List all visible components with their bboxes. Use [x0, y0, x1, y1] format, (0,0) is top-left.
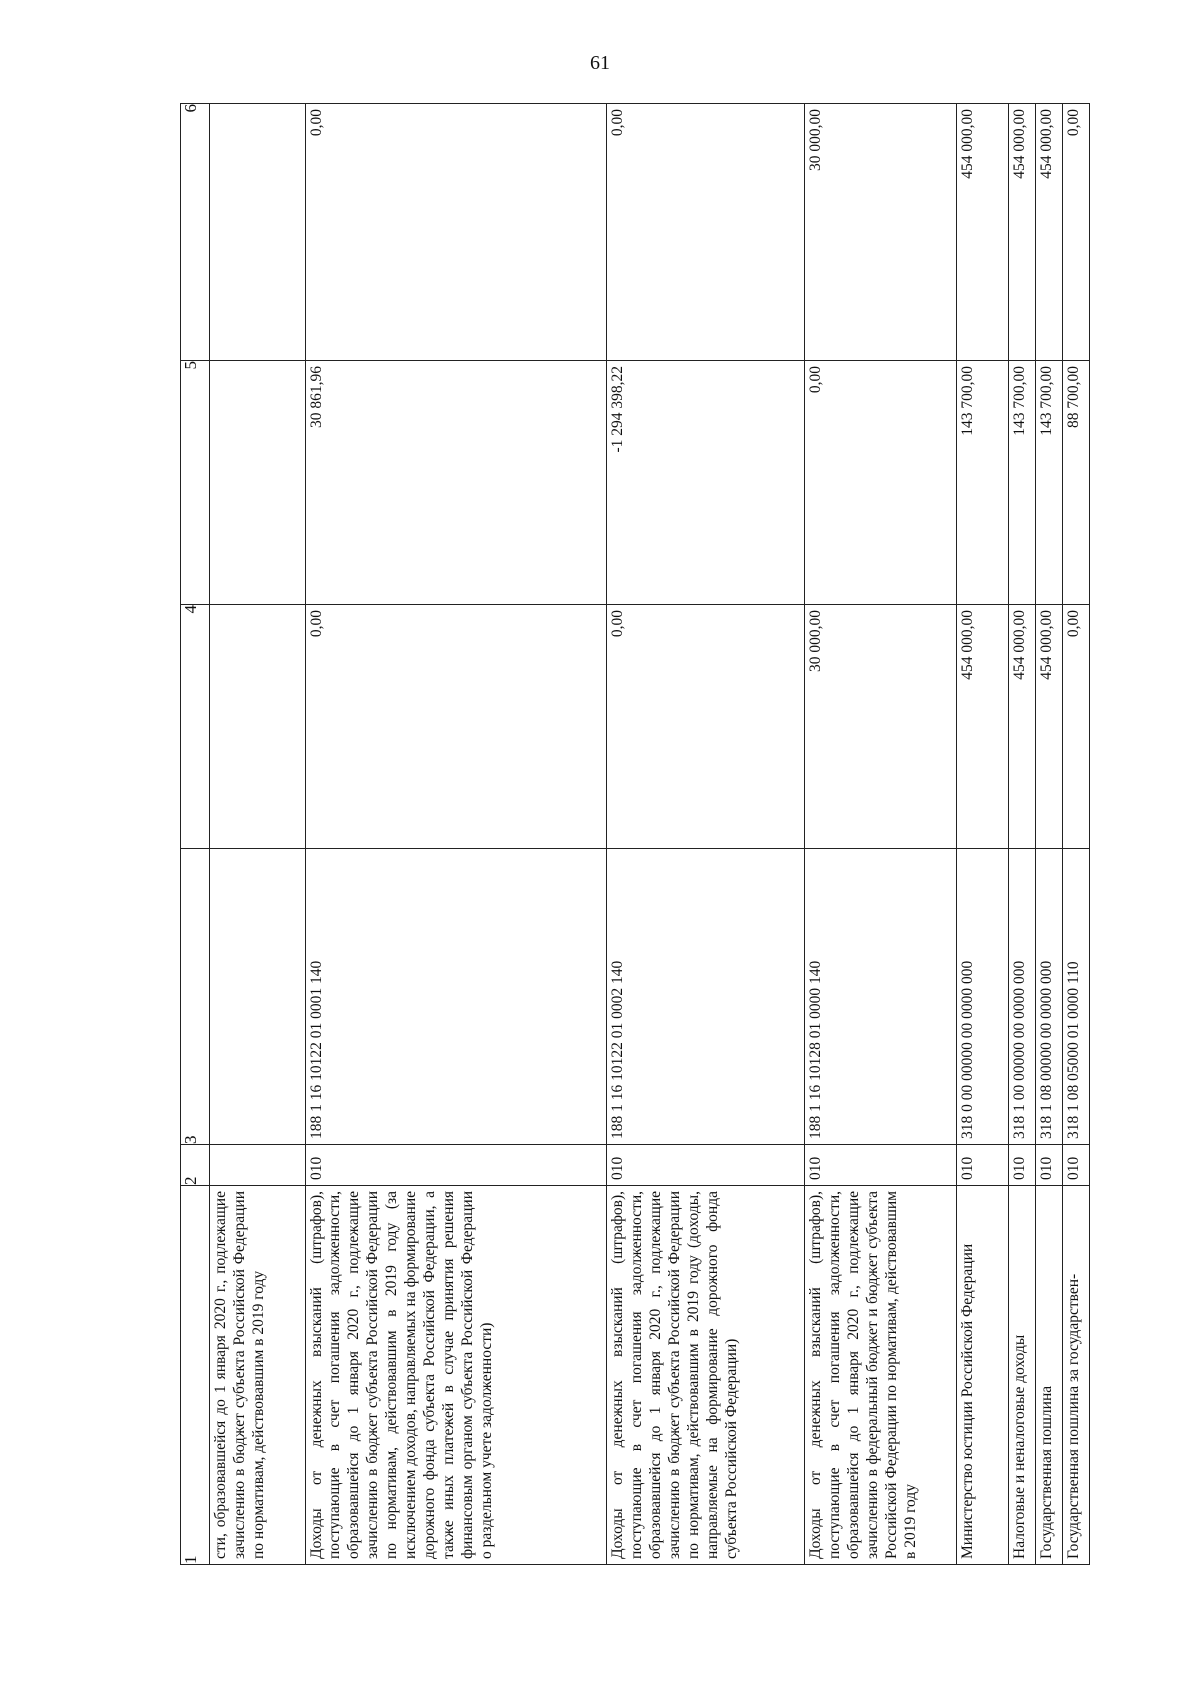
page-number: 61: [590, 52, 610, 74]
header-col-6: 6: [181, 104, 210, 361]
row-value-6: 30 000,00: [805, 104, 957, 361]
row-value-5: -1 294 398,22: [607, 361, 805, 605]
row-kbk: 318 1 08 05000 01 0000 110: [1062, 849, 1089, 1145]
row-kbk: [210, 849, 306, 1145]
header-col-4: 4: [181, 605, 210, 849]
table-row: [805, 104, 957, 1565]
row-value-5: 143 700,00: [957, 361, 1008, 605]
row-kbk: 188 1 16 10122 01 0001 140: [305, 849, 607, 1145]
row-value-5: 143 700,00: [1008, 361, 1035, 605]
row-name: Налоговые и неналоговые доходы: [1008, 1186, 1035, 1565]
header-col-1: 1: [181, 1186, 210, 1565]
row-value-6: 0,00: [1062, 104, 1089, 361]
row-name: Доходы от денежных взысканий (штрафов), поступающие в счет погашения задолженности, образовавшейся до 1 января 2020 г., подлежащие зачислению в бюджет субъекта Российской Федерации по нормативам, действовавшим в 2019 году (за исключением доходов, направляемых на формирование дорожного фонда субъекта Российской Федерации, а также иных платежей в случае принятия решения финансовым органом субъекта Российской Федерации о раздельном учете задолженности): [305, 1186, 607, 1565]
table-row: [607, 104, 805, 1565]
row-value-4: 30 000,00: [805, 605, 957, 849]
row-value-4: 0,00: [607, 605, 805, 849]
row-value-4: 454 000,00: [1008, 605, 1035, 849]
row-code: 010: [1062, 1145, 1089, 1186]
row-kbk: 188 1 16 10122 01 0002 140: [607, 849, 805, 1145]
header-col-5: 5: [181, 361, 210, 605]
row-name: Государственная пошлина за государствен-: [1062, 1186, 1089, 1565]
row-value-5: [210, 361, 306, 605]
header-row: [181, 104, 210, 1565]
row-value-6: 0,00: [607, 104, 805, 361]
table-row: [1008, 104, 1035, 1565]
row-value-4: 0,00: [1062, 605, 1089, 849]
table-row: [1062, 104, 1089, 1565]
row-code: [210, 1145, 306, 1186]
row-kbk: 318 0 00 00000 00 0000 000: [957, 849, 1008, 1145]
row-name: Доходы от денежных взысканий (штрафов), поступающие в счет погашения задолженности, образовавшейся до 1 января 2020 г., подлежащие зачислению в федеральный бюджет и бюджет субъекта Российской Федерации по нормативам, действовавшим в 2019 году: [805, 1186, 957, 1565]
row-code: 010: [305, 1145, 607, 1186]
table-row: [1035, 104, 1062, 1565]
row-name: Доходы от денежных взысканий (штрафов), поступающие в счет погашения задолженности, образовавшейся до 1 января 2020 г., подлежащие зачислению в бюджет субъекта Российской Федерации по нормативам, действовавшим в 2019 году (доходы, направляемые на формирование дорожного фонда субъекта Российской Федерации): [607, 1186, 805, 1565]
row-value-6: 454 000,00: [1008, 104, 1035, 361]
row-name: сти, образовавшейся до 1 января 2020 г., подлежащие зачислению в бюджет субъекта Российской Федерации по нормативам, действовавшим в 2019 году: [210, 1186, 306, 1565]
row-code: 010: [1035, 1145, 1062, 1186]
row-value-4: 0,00: [305, 605, 607, 849]
row-kbk: 318 1 00 00000 00 0000 000: [1008, 849, 1035, 1145]
header-col-3: 3: [181, 849, 210, 1145]
row-value-5: 88 700,00: [1062, 361, 1089, 605]
row-code: 010: [607, 1145, 805, 1186]
table-row: [210, 104, 306, 1565]
table-row: [305, 104, 607, 1565]
row-code: 010: [805, 1145, 957, 1186]
row-value-5: 0,00: [805, 361, 957, 605]
row-value-6: [210, 104, 306, 361]
row-value-4: [210, 605, 306, 849]
row-code: 010: [957, 1145, 1008, 1186]
row-code: 010: [1008, 1145, 1035, 1186]
row-value-4: 454 000,00: [1035, 605, 1062, 849]
row-value-5: 30 861,96: [305, 361, 607, 605]
row-value-4: 454 000,00: [957, 605, 1008, 849]
row-value-6: 454 000,00: [957, 104, 1008, 361]
table-row: [957, 104, 1008, 1565]
row-value-6: 454 000,00: [1035, 104, 1062, 361]
revenue-table: [180, 103, 1090, 1565]
row-kbk: 318 1 08 00000 00 0000 000: [1035, 849, 1062, 1145]
row-name: Министерство юстиции Российской Федерации: [957, 1186, 1008, 1565]
row-value-6: 0,00: [305, 104, 607, 361]
row-value-5: 143 700,00: [1035, 361, 1062, 605]
row-kbk: 188 1 16 10128 01 0000 140: [805, 849, 957, 1145]
header-col-2: 2: [181, 1145, 210, 1186]
rotated-table-wrapper: [180, 104, 1090, 1565]
row-name: Государственная пошлина: [1035, 1186, 1062, 1565]
